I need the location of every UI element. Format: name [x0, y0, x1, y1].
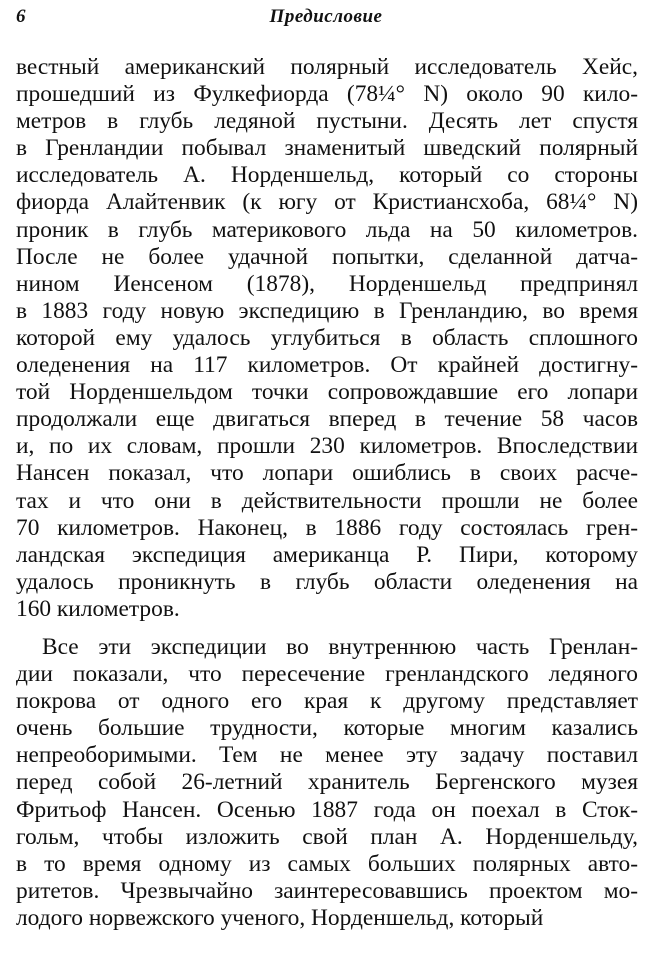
- text-line: дии показали, что пересечение гренландского ледяного: [16, 661, 638, 688]
- text-line: Все эти экспедиции во внутреннюю часть Гренлан-: [42, 633, 638, 660]
- text-line: Нансен показал, что лопари ошиблись в своих расче-: [16, 460, 638, 487]
- text-line: гольм, чтобы изложить свой план А. Норденшельду,: [16, 823, 638, 850]
- paragraph: [16, 54, 638, 623]
- text-line: в то время одному из самых больших полярных авто-: [16, 850, 638, 877]
- text-line: непреоборимыми. Тем не менее эту задачу поставил: [16, 742, 638, 769]
- page-header: [16, 6, 636, 32]
- text-line: удалось проникнуть в глубь области оледенения на: [16, 568, 638, 595]
- text-line: прошедший из Фулкефиорда (78¼° N) около 90 кило-: [16, 81, 638, 108]
- text-line: продолжали еще двигаться вперед в течение 58 часов: [16, 406, 638, 433]
- text-line: 70 километров. Наконец, в 1886 году состоялась грен-: [16, 514, 638, 541]
- text-line: перед собой 26-летний хранитель Бергенского музея: [16, 769, 638, 796]
- text-line: лодого норвежского ученого, Норденшельд, который: [16, 904, 544, 931]
- text-line: оледенения на 117 километров. От крайней достигну-: [16, 352, 638, 379]
- running-head: Предисловие: [269, 6, 383, 27]
- paragraph: [16, 634, 638, 932]
- text-line: в Гренландии побывал знаменитый шведский полярный: [16, 135, 638, 162]
- text-line: ритетов. Чрезвычайно заинтересовавшись проектом мо-: [16, 877, 638, 904]
- text-line: покрова от одного его края к другому представляет: [16, 688, 638, 715]
- text-line: очень большие трудности, которые многим казались: [16, 715, 638, 742]
- text-line: нином Иенсеном (1878), Норденшельд предпринял: [16, 270, 638, 297]
- text-line: метров в глубь ледяной пустыни. Десять лет спустя: [16, 108, 638, 135]
- text-line: которой ему удалось углубиться в область сплошного: [16, 324, 638, 351]
- text-line: После не более удачной попытки, сделанной датча-: [16, 243, 638, 270]
- text-line: той Норденшельдом точки сопровождавшие его лопари: [16, 379, 638, 406]
- text-line: ландская экспедиция американца Р. Пири, которому: [16, 541, 638, 568]
- text-line: вестный американский полярный исследователь Хейс,: [16, 54, 638, 80]
- text-line: Фритьоф Нансен. Осенью 1887 года он поехал в Сток-: [16, 796, 638, 823]
- text-line: тах и что они в действительности прошли не более: [16, 487, 638, 514]
- text-line: и, по их словам, прошли 230 километров. Впоследствии: [16, 433, 638, 460]
- text-line: фиорда Алайтенвик (к югу от Кристиансхоба, 68¼° N): [16, 189, 638, 216]
- paragraph-gap: [16, 623, 638, 634]
- text-line: 160 километров.: [16, 595, 180, 622]
- page-number: 6: [16, 6, 26, 27]
- text-line: исследователь А. Норденшельд, который со стороны: [16, 162, 638, 189]
- text-line: проник в глубь материкового льда на 50 километров.: [16, 216, 638, 243]
- text-line: в 1883 году новую экспедицию в Гренландию, во время: [16, 297, 638, 324]
- body-text: [16, 54, 638, 932]
